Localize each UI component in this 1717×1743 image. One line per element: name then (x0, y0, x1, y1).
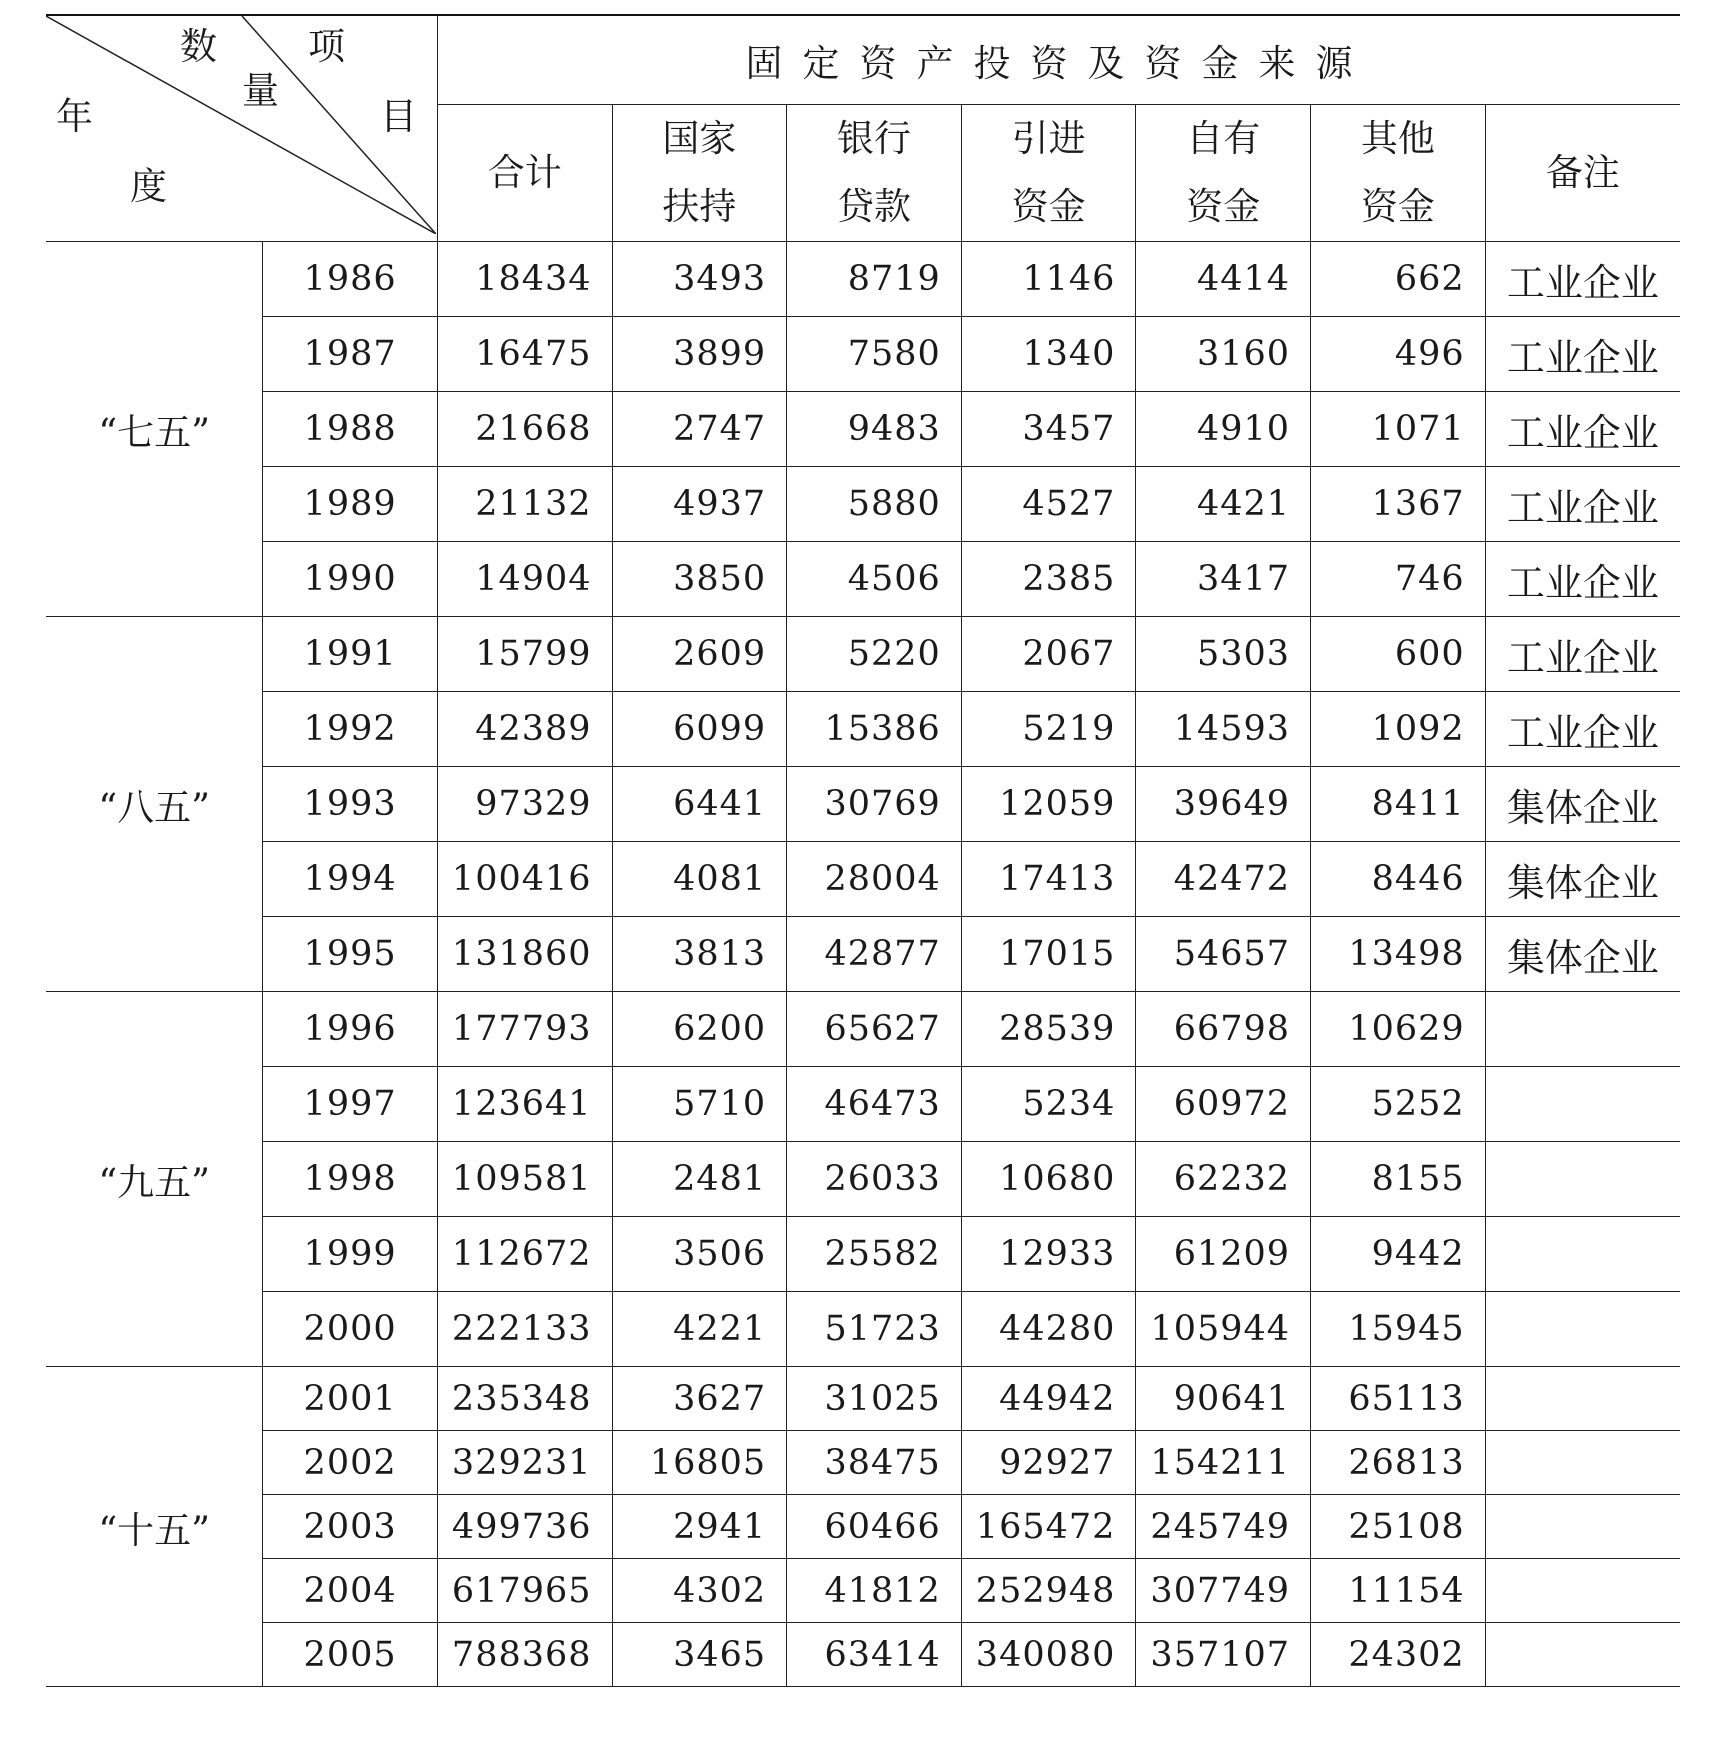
year-cell: 2003 (263, 1495, 438, 1559)
value-cell-state: 2941 (612, 1495, 787, 1559)
value-cell-bank: 42877 (787, 917, 962, 992)
column-header-remarks (1485, 105, 1680, 242)
diagonal-header-cell (46, 15, 437, 242)
value-cell-bank: 65627 (787, 992, 962, 1067)
value-cell-state: 4937 (612, 467, 787, 542)
remark-cell: 工业企业 (1485, 392, 1680, 467)
column-header-line1: 国家 (662, 117, 737, 160)
year-cell: 1993 (263, 767, 438, 842)
period-label: “十五” (46, 1367, 263, 1687)
value-cell-other: 24302 (1311, 1623, 1486, 1687)
corner-label-year-2: 度 (130, 165, 167, 208)
year-cell: 1998 (263, 1142, 438, 1217)
table-row (46, 842, 1680, 917)
value-cell-other: 65113 (1311, 1367, 1486, 1431)
value-cell-total: 97329 (437, 767, 612, 842)
remark-cell: 集体企业 (1485, 842, 1680, 917)
remark-cell: 工业企业 (1485, 542, 1680, 617)
value-cell-other: 8411 (1311, 767, 1486, 842)
value-cell-state: 6441 (612, 767, 787, 842)
table-row (46, 1495, 1680, 1559)
table-row (46, 242, 1680, 317)
value-cell-bank: 9483 (787, 392, 962, 467)
column-header-own-funds (1136, 105, 1311, 242)
value-cell-other: 600 (1311, 617, 1486, 692)
value-cell-state: 4221 (612, 1292, 787, 1367)
value-cell-other: 746 (1311, 542, 1486, 617)
value-cell-other: 10629 (1311, 992, 1486, 1067)
value-cell-total: 499736 (437, 1495, 612, 1559)
period-label: “九五” (46, 992, 263, 1367)
value-cell-own: 154211 (1136, 1431, 1311, 1495)
value-cell-state: 4302 (612, 1559, 787, 1623)
period-label: “八五” (46, 617, 263, 992)
value-cell-state: 2481 (612, 1142, 787, 1217)
value-cell-total: 109581 (437, 1142, 612, 1217)
table-row (46, 767, 1680, 842)
table-row (46, 542, 1680, 617)
value-cell-state: 6200 (612, 992, 787, 1067)
value-cell-introduced: 17015 (961, 917, 1136, 992)
column-header-line1: 银行 (836, 117, 911, 160)
value-cell-introduced: 12059 (961, 767, 1136, 842)
value-cell-state: 3813 (612, 917, 787, 992)
value-cell-own: 60972 (1136, 1067, 1311, 1142)
value-cell-introduced: 92927 (961, 1431, 1136, 1495)
value-cell-own: 245749 (1136, 1495, 1311, 1559)
value-cell-introduced: 4527 (961, 467, 1136, 542)
value-cell-own: 61209 (1136, 1217, 1311, 1292)
value-cell-bank: 31025 (787, 1367, 962, 1431)
value-cell-introduced: 28539 (961, 992, 1136, 1067)
value-cell-introduced: 44942 (961, 1367, 1136, 1431)
column-header-state-support (612, 105, 787, 242)
column-header-line1: 备注 (1545, 151, 1620, 194)
value-cell-own: 105944 (1136, 1292, 1311, 1367)
value-cell-other: 1071 (1311, 392, 1486, 467)
value-cell-total: 21132 (437, 467, 612, 542)
value-cell-total: 14904 (437, 542, 612, 617)
remark-cell (1485, 1559, 1680, 1623)
value-cell-introduced: 44280 (961, 1292, 1136, 1367)
period-label: “七五” (46, 242, 263, 617)
value-cell-other: 1367 (1311, 467, 1486, 542)
column-header-line2: 资金 (1186, 185, 1261, 228)
value-cell-total: 16475 (437, 317, 612, 392)
value-cell-total: 15799 (437, 617, 612, 692)
value-cell-state: 2747 (612, 392, 787, 467)
value-cell-introduced: 3457 (961, 392, 1136, 467)
year-cell: 1994 (263, 842, 438, 917)
value-cell-state: 2609 (612, 617, 787, 692)
value-cell-introduced: 340080 (961, 1623, 1136, 1687)
remark-cell: 工业企业 (1485, 317, 1680, 392)
corner-label-quantity-2: 量 (242, 69, 279, 112)
value-cell-introduced: 5219 (961, 692, 1136, 767)
value-cell-bank: 5880 (787, 467, 962, 542)
value-cell-own: 3160 (1136, 317, 1311, 392)
column-header-line1: 合计 (487, 151, 562, 194)
value-cell-other: 5252 (1311, 1067, 1486, 1142)
remark-cell (1485, 1623, 1680, 1687)
value-cell-total: 177793 (437, 992, 612, 1067)
remark-cell (1485, 1142, 1680, 1217)
table-row (46, 692, 1680, 767)
value-cell-state: 6099 (612, 692, 787, 767)
investment-table-container (46, 14, 1680, 1687)
corner-label-item-2: 目 (380, 95, 417, 138)
value-cell-introduced: 165472 (961, 1495, 1136, 1559)
year-cell: 2005 (263, 1623, 438, 1687)
table-row (46, 317, 1680, 392)
value-cell-bank: 46473 (787, 1067, 962, 1142)
value-cell-own: 5303 (1136, 617, 1311, 692)
year-cell: 1987 (263, 317, 438, 392)
remark-cell: 工业企业 (1485, 692, 1680, 767)
value-cell-own: 3417 (1136, 542, 1311, 617)
remark-cell (1485, 1292, 1680, 1367)
value-cell-bank: 28004 (787, 842, 962, 917)
value-cell-bank: 38475 (787, 1431, 962, 1495)
column-header-line2: 资金 (1011, 185, 1086, 228)
value-cell-bank: 15386 (787, 692, 962, 767)
remark-cell (1485, 1495, 1680, 1559)
value-cell-total: 123641 (437, 1067, 612, 1142)
value-cell-introduced: 2067 (961, 617, 1136, 692)
year-cell: 2001 (263, 1367, 438, 1431)
table-row (46, 1559, 1680, 1623)
remark-cell (1485, 1067, 1680, 1142)
diagonal-lines (46, 16, 436, 234)
value-cell-introduced: 2385 (961, 542, 1136, 617)
year-cell: 2002 (263, 1431, 438, 1495)
value-cell-own: 14593 (1136, 692, 1311, 767)
value-cell-state: 4081 (612, 842, 787, 917)
table-row (46, 1067, 1680, 1142)
year-cell: 1988 (263, 392, 438, 467)
column-header-line2: 扶持 (662, 185, 737, 228)
table-row (46, 617, 1680, 692)
value-cell-total: 42389 (437, 692, 612, 767)
year-cell: 1995 (263, 917, 438, 992)
remark-cell (1485, 1431, 1680, 1495)
value-cell-introduced: 10680 (961, 1142, 1136, 1217)
value-cell-other: 1092 (1311, 692, 1486, 767)
value-cell-state: 3506 (612, 1217, 787, 1292)
value-cell-total: 18434 (437, 242, 612, 317)
value-cell-other: 662 (1311, 242, 1486, 317)
remark-cell (1485, 992, 1680, 1067)
value-cell-state: 16805 (612, 1431, 787, 1495)
column-header-introduced-funds (961, 105, 1136, 242)
year-cell: 1991 (263, 617, 438, 692)
table-row (46, 392, 1680, 467)
year-cell: 1990 (263, 542, 438, 617)
column-header-line1: 其他 (1360, 117, 1435, 160)
table-row (46, 1367, 1680, 1431)
value-cell-own: 62232 (1136, 1142, 1311, 1217)
group-title: 固定资产投资及资金来源 (437, 15, 1680, 105)
table-body (46, 242, 1680, 1687)
year-cell: 1997 (263, 1067, 438, 1142)
value-cell-bank: 5220 (787, 617, 962, 692)
value-cell-total: 222133 (437, 1292, 612, 1367)
column-header-line1: 自有 (1186, 117, 1261, 160)
value-cell-other: 15945 (1311, 1292, 1486, 1367)
year-cell: 1986 (263, 242, 438, 317)
value-cell-introduced: 12933 (961, 1217, 1136, 1292)
table-row (46, 1217, 1680, 1292)
table-row (46, 1142, 1680, 1217)
value-cell-state: 3627 (612, 1367, 787, 1431)
value-cell-own: 90641 (1136, 1367, 1311, 1431)
column-header-other-funds (1311, 105, 1486, 242)
value-cell-other: 9442 (1311, 1217, 1486, 1292)
value-cell-other: 25108 (1311, 1495, 1486, 1559)
investment-table (46, 14, 1680, 1687)
value-cell-total: 788368 (437, 1623, 612, 1687)
value-cell-own: 54657 (1136, 917, 1311, 992)
remark-cell: 集体企业 (1485, 767, 1680, 842)
table-row (46, 1292, 1680, 1367)
value-cell-own: 357107 (1136, 1623, 1311, 1687)
value-cell-state: 3465 (612, 1623, 787, 1687)
value-cell-total: 112672 (437, 1217, 612, 1292)
value-cell-other: 26813 (1311, 1431, 1486, 1495)
table-row (46, 917, 1680, 992)
year-cell: 1996 (263, 992, 438, 1067)
value-cell-other: 8155 (1311, 1142, 1486, 1217)
corner-label-item-1: 项 (308, 25, 345, 68)
corner-label-year-1: 年 (56, 95, 93, 138)
year-cell: 1989 (263, 467, 438, 542)
remark-cell (1485, 1217, 1680, 1292)
column-header-line2: 资金 (1360, 185, 1435, 228)
table-row (46, 1623, 1680, 1687)
remark-cell: 工业企业 (1485, 617, 1680, 692)
value-cell-own: 42472 (1136, 842, 1311, 917)
table-row (46, 467, 1680, 542)
value-cell-own: 307749 (1136, 1559, 1311, 1623)
value-cell-total: 21668 (437, 392, 612, 467)
value-cell-bank: 51723 (787, 1292, 962, 1367)
value-cell-other: 8446 (1311, 842, 1486, 917)
column-header-bank-loan (787, 105, 962, 242)
year-cell: 2000 (263, 1292, 438, 1367)
value-cell-introduced: 5234 (961, 1067, 1136, 1142)
table-row (46, 992, 1680, 1067)
value-cell-total: 131860 (437, 917, 612, 992)
value-cell-bank: 60466 (787, 1495, 962, 1559)
value-cell-introduced: 1340 (961, 317, 1136, 392)
remark-cell: 工业企业 (1485, 467, 1680, 542)
value-cell-bank: 25582 (787, 1217, 962, 1292)
value-cell-state: 3850 (612, 542, 787, 617)
value-cell-own: 4414 (1136, 242, 1311, 317)
value-cell-own: 4421 (1136, 467, 1311, 542)
value-cell-own: 39649 (1136, 767, 1311, 842)
year-cell: 2004 (263, 1559, 438, 1623)
column-header-line2: 贷款 (836, 185, 911, 228)
value-cell-other: 496 (1311, 317, 1486, 392)
value-cell-total: 100416 (437, 842, 612, 917)
remark-cell: 工业企业 (1485, 242, 1680, 317)
value-cell-own: 66798 (1136, 992, 1311, 1067)
column-header-line1: 引进 (1011, 117, 1086, 160)
remark-cell: 集体企业 (1485, 917, 1680, 992)
value-cell-bank: 26033 (787, 1142, 962, 1217)
value-cell-bank: 4506 (787, 542, 962, 617)
value-cell-bank: 8719 (787, 242, 962, 317)
value-cell-state: 3899 (612, 317, 787, 392)
value-cell-bank: 41812 (787, 1559, 962, 1623)
value-cell-state: 5710 (612, 1067, 787, 1142)
table-row (46, 1431, 1680, 1495)
value-cell-bank: 7580 (787, 317, 962, 392)
value-cell-state: 3493 (612, 242, 787, 317)
year-cell: 1992 (263, 692, 438, 767)
value-cell-other: 13498 (1311, 917, 1486, 992)
corner-label-quantity-1: 数 (180, 25, 217, 68)
value-cell-other: 11154 (1311, 1559, 1486, 1623)
value-cell-total: 329231 (437, 1431, 612, 1495)
value-cell-bank: 63414 (787, 1623, 962, 1687)
value-cell-introduced: 1146 (961, 242, 1136, 317)
value-cell-introduced: 17413 (961, 842, 1136, 917)
value-cell-introduced: 252948 (961, 1559, 1136, 1623)
remark-cell (1485, 1367, 1680, 1431)
year-cell: 1999 (263, 1217, 438, 1292)
column-header-total (437, 105, 612, 242)
value-cell-total: 617965 (437, 1559, 612, 1623)
value-cell-own: 4910 (1136, 392, 1311, 467)
value-cell-total: 235348 (437, 1367, 612, 1431)
value-cell-bank: 30769 (787, 767, 962, 842)
